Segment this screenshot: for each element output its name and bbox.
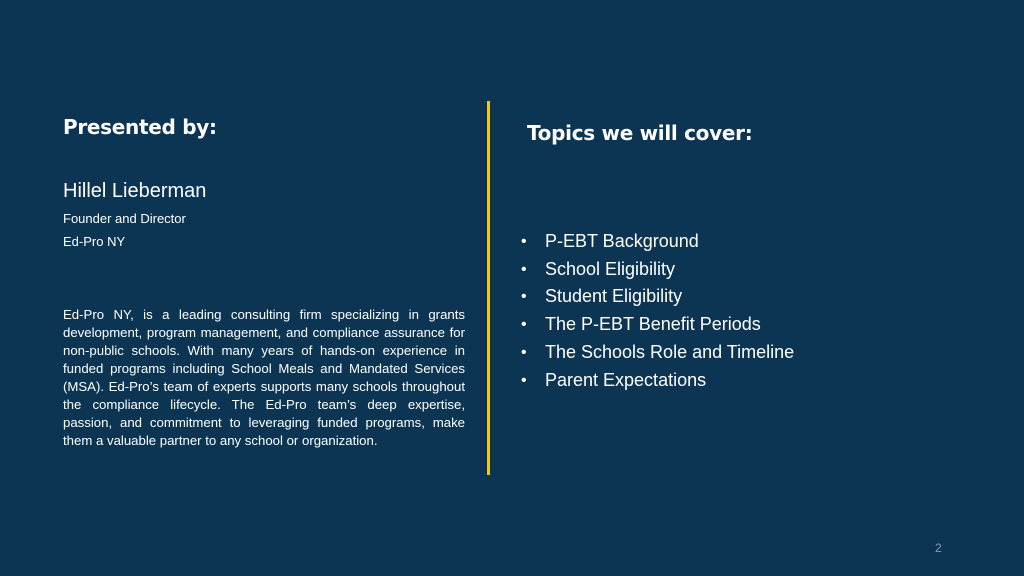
- list-item: [521, 283, 794, 311]
- topic-label: School Eligibility: [545, 258, 676, 279]
- topics-section: [521, 118, 967, 390]
- vertical-divider: [487, 101, 490, 475]
- topics-heading: Topics we will cover:: [527, 121, 753, 145]
- presenter-section: [63, 112, 465, 448]
- bullet-icon: •: [521, 316, 527, 334]
- presenter-name: Hillel Lieberman: [63, 180, 207, 202]
- list-item: [521, 228, 794, 256]
- bullet-icon: •: [521, 371, 527, 389]
- presenter-title: Founder and Director: [63, 211, 186, 226]
- page-number: 2: [935, 541, 942, 555]
- bullet-icon: •: [521, 288, 527, 306]
- presenter-organization: Ed-Pro NY: [63, 234, 126, 249]
- topics-list: [521, 228, 794, 394]
- presented-by-heading: Presented by:: [63, 115, 217, 139]
- list-item: [521, 339, 794, 367]
- list-item: [521, 367, 794, 395]
- organization-bio: Ed-Pro NY, is a leading consulting firm specializing in grants development, program management, and compliance assurance for non-public schools. With many years of hands-on experience in funded programs including School Meals and Mandated Services (MSA). Ed-Pro’s team of experts supports many schools throughout the compliance lifecycle. The Ed-Pro team’s deep expertise, passion, and commitment to leveraging funded programs, make them a valuable partner to any school or organization.: [63, 307, 465, 448]
- topic-label: Parent Expectations: [545, 369, 707, 390]
- bullet-icon: •: [521, 343, 527, 361]
- list-item: [521, 256, 794, 284]
- topic-label: The Schools Role and Timeline: [545, 341, 795, 362]
- bullet-icon: •: [521, 260, 527, 278]
- topic-label: The P-EBT Benefit Periods: [545, 314, 761, 335]
- bullet-icon: •: [521, 233, 527, 250]
- topic-label: Student Eligibility: [545, 286, 683, 307]
- list-item: [521, 311, 794, 339]
- topic-label: P-EBT Background: [545, 231, 699, 251]
